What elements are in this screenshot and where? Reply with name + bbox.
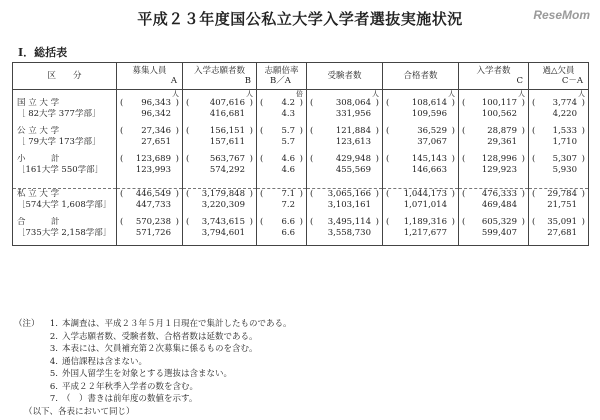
note-text: 本表には、欠員補充第２次募集に係るものを含む。	[62, 344, 258, 354]
current-year-value: 1,710	[552, 137, 577, 147]
current-year-value: 574,292	[209, 165, 245, 175]
unit-label: 倍	[296, 90, 303, 98]
value-cell	[117, 217, 183, 246]
table-header-row	[13, 63, 589, 90]
note-item	[14, 393, 586, 406]
header-excess	[529, 63, 589, 90]
value-cell	[117, 189, 183, 218]
note-prefix: （注）	[14, 319, 40, 329]
header-sub: B	[244, 76, 251, 86]
site-logo: ReseMom	[533, 8, 590, 22]
current-year-value: 146,663	[411, 165, 447, 175]
row-label-cell	[13, 217, 117, 246]
note-number: 4.	[49, 356, 58, 367]
header-enrolled	[459, 63, 529, 90]
value-cell	[307, 154, 383, 182]
unit-label: 人	[246, 90, 253, 98]
prev-year-value: ( ) 27,346	[120, 126, 179, 136]
value-cell	[459, 217, 529, 246]
current-year-value: 599,407	[481, 228, 517, 238]
note-item	[14, 343, 586, 356]
row-label-cell	[13, 154, 117, 182]
value-cell	[383, 154, 459, 182]
prev-year-value: ( ) 128,996	[462, 154, 525, 164]
current-year-value: 1,217,677	[403, 228, 447, 238]
value-cell	[459, 189, 529, 218]
header-top: 区 分	[47, 71, 82, 81]
table-row	[13, 217, 589, 246]
value-cell	[529, 217, 589, 246]
row-label: 合 計	[17, 217, 60, 227]
value-cell	[459, 154, 529, 182]
note-prefix	[14, 331, 42, 344]
notes-block	[14, 318, 586, 418]
value-cell	[183, 189, 257, 218]
prev-year-value: ( ) 29,784	[532, 189, 585, 199]
current-year-value: 1,071,014	[403, 200, 447, 210]
current-year-value: 123,613	[335, 137, 371, 147]
note-number: 7.	[49, 394, 58, 404]
prev-year-value: ( ) 121,884	[310, 126, 379, 136]
unit-label: 人	[518, 90, 525, 98]
row-sublabel: ［735大学 2,158学部］	[17, 228, 112, 238]
current-year-value: 447,733	[135, 200, 171, 210]
current-year-value: 3,558,730	[327, 228, 371, 238]
prev-year-value: ( ) 6.6	[260, 217, 303, 227]
prev-year-value: ( ) 7.1	[260, 189, 303, 199]
value-cell	[183, 126, 257, 154]
header-applicants	[183, 63, 257, 90]
row-label: 小 計	[17, 154, 60, 164]
current-year-value: 123,993	[135, 165, 171, 175]
value-cell	[383, 90, 459, 127]
current-year-value: 37,067	[417, 137, 447, 147]
value-cell	[117, 90, 183, 127]
header-top: 受験者数	[327, 71, 362, 81]
prev-year-value: ( ) 446,549	[120, 189, 179, 199]
table-row	[13, 189, 589, 218]
note-item	[14, 356, 586, 369]
current-year-value: 96,342	[141, 109, 171, 119]
header-top: 合格者数	[403, 71, 438, 81]
prev-year-value: ( ) 1,044,173	[386, 189, 455, 199]
prev-year-value: ( ) 3,065,166	[310, 189, 379, 199]
header-top: 入学者数	[476, 66, 511, 76]
current-year-value: 4,220	[552, 109, 577, 119]
row-label: 国 立 大 学	[17, 98, 60, 108]
value-cell	[183, 217, 257, 246]
prev-year-value: ( ) 1,189,316	[386, 217, 455, 227]
value-cell	[307, 126, 383, 154]
current-year-value: 3,103,161	[327, 200, 371, 210]
note-text: 平成２２年秋季入学者の数を含む。	[62, 381, 199, 392]
value-cell	[307, 217, 383, 246]
prev-year-value: ( ) 3,179,848	[186, 189, 253, 199]
prev-year-value: ( ) 145,143	[386, 154, 455, 164]
value-cell	[383, 126, 459, 154]
value-cell	[117, 154, 183, 182]
prev-year-value: ( ) 308,064	[310, 98, 379, 108]
prev-year-value: ( ) 108,614	[386, 98, 455, 108]
unit-label: 人	[578, 90, 585, 98]
table-row	[13, 126, 589, 154]
current-year-value: 100,562	[481, 109, 517, 119]
current-year-value: 3,220,309	[201, 200, 245, 210]
prev-year-value: ( ) 605,329	[462, 217, 525, 227]
prev-year-value: ( ) 429,948	[310, 154, 379, 164]
note-number: 6.	[49, 381, 58, 392]
prev-year-value: ( ) 570,238	[120, 217, 179, 227]
notes-list	[14, 318, 586, 406]
value-cell	[529, 126, 589, 154]
prev-year-value: ( ) 5,307	[532, 154, 585, 164]
prev-year-value: ( ) 1,533	[532, 126, 585, 136]
prev-year-value: ( ) 3,743,615	[186, 217, 253, 227]
note-text: 通信課程は含まない。	[62, 356, 148, 367]
prev-year-value: ( ) 4.2	[260, 98, 303, 108]
note-prefix	[14, 368, 42, 381]
value-cell	[307, 189, 383, 218]
current-year-value: 331,956	[335, 109, 371, 119]
row-label: 私 立 大 学	[17, 189, 60, 199]
current-year-value: 571,726	[135, 228, 171, 238]
footer-note: （以下、各表において同じ）	[24, 406, 135, 417]
section-heading: Ⅰ．総括表	[18, 46, 68, 59]
value-cell	[459, 90, 529, 127]
current-year-value: 5,930	[552, 165, 577, 175]
note-prefix	[14, 343, 42, 356]
prev-year-value: ( ) 156,151	[186, 126, 253, 136]
current-year-value: 109,596	[411, 109, 447, 119]
header-passers	[383, 63, 459, 90]
prev-year-value: ( ) 563,767	[186, 154, 253, 164]
prev-year-value: ( ) 36,529	[386, 126, 455, 136]
table-row	[13, 154, 589, 182]
value-cell	[529, 90, 589, 127]
row-sublabel: ［161大学 550学部］	[17, 165, 104, 175]
unit-label: 人	[172, 90, 179, 98]
prev-year-value: ( ) 407,616	[186, 98, 253, 108]
current-year-value: 6.6	[281, 228, 295, 238]
header-sub: C	[516, 76, 523, 86]
unit-spacer	[17, 90, 113, 98]
current-year-value: 27,681	[547, 228, 577, 238]
row-label: 公 立 大 学	[17, 126, 60, 136]
value-cell	[307, 90, 383, 127]
header-ratio	[257, 63, 307, 90]
current-year-value: 455,569	[335, 165, 371, 175]
note-prefix	[14, 393, 42, 406]
current-year-value: 157,611	[209, 137, 245, 147]
note-prefix	[14, 356, 42, 369]
header-examinees	[307, 63, 383, 90]
value-cell	[529, 154, 589, 182]
current-year-value: 416,681	[209, 109, 245, 119]
value-cell	[257, 126, 307, 154]
header-sub: C－A	[561, 76, 583, 86]
current-year-value: 5.7	[281, 137, 295, 147]
summary-table	[12, 62, 589, 246]
value-cell	[257, 217, 307, 246]
row-label-cell	[13, 90, 117, 127]
value-cell	[459, 126, 529, 154]
prev-year-value: ( ) 5.7	[260, 126, 303, 136]
note-text: （ ）書きは前年度の数値を示す。	[62, 394, 198, 404]
row-sublabel: ［574大学 1,608学部］	[17, 200, 112, 210]
current-year-value: 4.6	[281, 165, 295, 175]
row-sublabel: ［ 82大学 377学部］	[17, 109, 101, 119]
prev-year-value: ( ) 35,091	[532, 217, 585, 227]
header-capacity	[117, 63, 183, 90]
current-year-value: 27,651	[141, 137, 171, 147]
value-cell	[257, 90, 307, 127]
note-item	[14, 318, 586, 331]
header-sub: A	[170, 76, 177, 86]
value-cell	[117, 126, 183, 154]
value-cell	[383, 189, 459, 218]
prev-year-value: ( ) 4.6	[260, 154, 303, 164]
table-body	[13, 90, 589, 246]
note-number: 2.	[49, 331, 58, 342]
value-cell	[383, 217, 459, 246]
value-cell	[183, 90, 257, 127]
row-sublabel: ［ 79大学 173学部］	[17, 137, 101, 147]
prev-year-value: ( ) 100,117	[462, 98, 525, 108]
unit-label: 人	[448, 90, 455, 98]
note-number: 1.	[49, 319, 58, 329]
current-year-value: 4.3	[281, 109, 295, 119]
value-cell	[257, 154, 307, 182]
current-year-value: 469,484	[481, 200, 517, 210]
current-year-value: 21,751	[547, 200, 577, 210]
header-sub: B／A	[270, 76, 291, 86]
value-cell	[257, 189, 307, 218]
note-prefix	[14, 381, 42, 394]
table-row	[13, 90, 589, 127]
note-text: 本調査は、平成２３年５月１日現在で集計したものである。	[62, 319, 292, 329]
row-label-cell	[13, 189, 117, 218]
note-item	[14, 368, 586, 381]
page-title: 平成２３年度国公私立大学入学者選抜実施状況	[137, 10, 463, 28]
prev-year-value: ( ) 3,774	[532, 98, 585, 108]
value-cell	[529, 189, 589, 218]
prev-year-value: ( ) 28,879	[462, 126, 525, 136]
note-text: 外国人留学生を対象とする選抜は含まない。	[62, 369, 233, 379]
note-number: 3.	[49, 344, 58, 354]
note-item	[14, 331, 586, 344]
prev-year-value: ( ) 123,689	[120, 154, 179, 164]
current-year-value: 7.2	[281, 200, 295, 210]
unit-label: 人	[372, 90, 379, 98]
note-item	[14, 381, 586, 394]
value-cell	[183, 154, 257, 182]
header-top: 募集人員	[132, 66, 167, 76]
header-top: 過△欠員	[542, 66, 575, 76]
header-top: 入学志願者数	[193, 66, 245, 76]
row-label-cell	[13, 126, 117, 154]
prev-year-value: ( ) 96,343	[120, 98, 179, 108]
prev-year-value: ( ) 3,495,114	[310, 217, 379, 227]
note-number: 5.	[49, 369, 58, 379]
current-year-value: 29,361	[487, 137, 517, 147]
prev-year-value: ( ) 476,333	[462, 189, 525, 199]
header-top: 志願倍率	[264, 66, 299, 76]
current-year-value: 129,923	[481, 165, 517, 175]
header-category	[13, 63, 117, 90]
note-text: 入学志願者数、受験者数、合格者数は延数である。	[62, 331, 258, 342]
current-year-value: 3,794,601	[201, 228, 245, 238]
